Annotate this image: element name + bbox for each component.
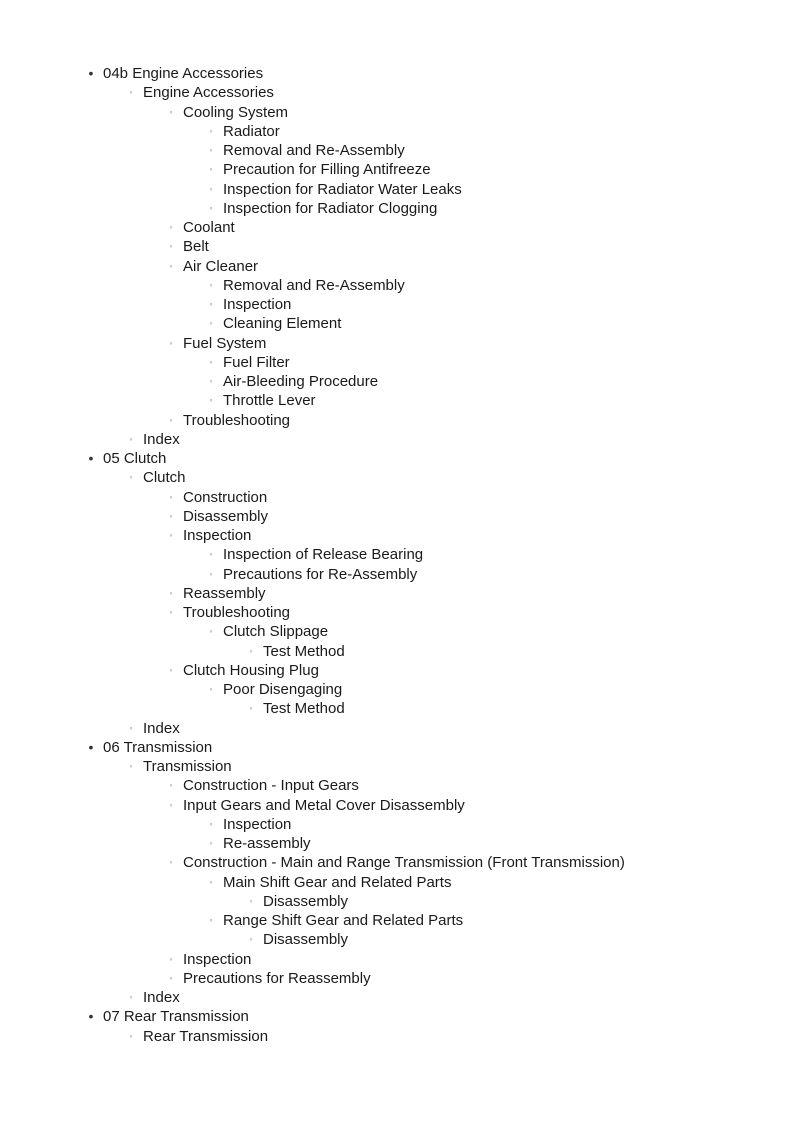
- toc-entry: [0, 276, 794, 295]
- bullet-circle-icon: ◦: [169, 857, 173, 868]
- toc-entry: [0, 661, 794, 680]
- toc-entry: [0, 565, 794, 584]
- toc-entry: [0, 603, 794, 622]
- toc-entry: [0, 372, 794, 391]
- toc-entry: [0, 757, 794, 776]
- bullet-circle-icon: ◦: [209, 318, 213, 329]
- toc-entry-link[interactable]: Belt: [183, 238, 209, 256]
- toc-entry: [0, 507, 794, 526]
- toc-entry: [0, 160, 794, 179]
- toc-entry: [0, 719, 794, 738]
- bullet-circle-icon: ◦: [209, 395, 213, 406]
- toc-chapter: [0, 1007, 794, 1026]
- bullet-circle-icon: ◦: [169, 607, 173, 617]
- toc-entry-link[interactable]: Cooling System: [183, 103, 289, 121]
- toc-entry-link[interactable]: Re-assembly: [223, 835, 311, 852]
- toc-entry: [0, 218, 794, 237]
- toc-entry: [0, 680, 794, 699]
- bullet-circle-icon: ◦: [249, 703, 253, 714]
- bullet-circle-icon: ◦: [209, 568, 213, 579]
- toc-entry: [0, 545, 794, 564]
- bullet-circle-icon: ◦: [169, 664, 173, 675]
- toc-entry-link[interactable]: Main Shift Gear and Related Parts: [223, 873, 452, 891]
- toc-entry-link[interactable]: Clutch: [143, 469, 186, 487]
- toc-entry-link[interactable]: Precautions for Re-Assembly: [223, 565, 418, 583]
- toc-entry: [0, 950, 794, 969]
- toc-entry: [0, 103, 794, 122]
- toc-entry: [0, 199, 794, 218]
- toc-entry-link[interactable]: Disassembly: [263, 931, 349, 949]
- toc-entry-link[interactable]: Inspection: [223, 296, 292, 313]
- bullet-circle-icon: ◦: [169, 241, 173, 252]
- toc-entry-link[interactable]: Rear Transmission: [143, 1027, 269, 1045]
- bullet-circle-icon: ◦: [129, 472, 133, 483]
- bullet-circle-icon: ◦: [169, 587, 173, 598]
- toc-entry: [0, 892, 794, 911]
- toc-entry: [0, 969, 794, 988]
- toc-entry-link[interactable]: 06 Transmission: [103, 738, 213, 756]
- bullet-circle-icon: ◦: [249, 934, 253, 945]
- toc-entry-link[interactable]: Radiator: [223, 122, 280, 140]
- bullet-circle-icon: ◦: [169, 414, 173, 425]
- bullet-circle-icon: ◦: [209, 818, 213, 829]
- toc-entry-link[interactable]: Fuel Filter: [223, 353, 290, 371]
- toc-entry-link[interactable]: Precaution for Filling Antifreeze: [223, 161, 431, 179]
- bullet-disc-icon: •: [88, 450, 94, 466]
- bullet-circle-icon: ◦: [209, 549, 213, 560]
- toc-entry-link[interactable]: Reassembly: [183, 584, 266, 602]
- toc-entry: [0, 526, 794, 545]
- toc-entry: [0, 353, 794, 372]
- toc-entry-link[interactable]: Test Method: [263, 642, 345, 660]
- bullet-circle-icon: ◦: [209, 626, 213, 637]
- toc-entry: [0, 1027, 794, 1046]
- toc-entry-link[interactable]: Construction - Main and Range Transmission (Front Transmission): [183, 854, 625, 872]
- toc-entry: [0, 141, 794, 160]
- toc-entry-link[interactable]: 04b Engine Accessories: [103, 65, 264, 82]
- toc-entry-link[interactable]: Index: [143, 430, 180, 448]
- toc-entry-link[interactable]: Inspection of Release Bearing: [223, 546, 424, 564]
- toc-entry-link[interactable]: Cleaning Element: [223, 315, 342, 333]
- bullet-circle-icon: ◦: [209, 299, 213, 309]
- toc-entry-link[interactable]: Air Cleaner: [183, 257, 259, 275]
- bullet-circle-icon: ◦: [129, 433, 133, 444]
- toc-entry-link[interactable]: Troubleshooting: [183, 604, 291, 621]
- bullet-circle-icon: ◦: [169, 222, 173, 232]
- bullet-circle-icon: ◦: [209, 164, 213, 175]
- toc-entry-link[interactable]: Throttle Lever: [223, 392, 316, 410]
- toc-entry: [0, 699, 794, 718]
- toc-entry: [0, 642, 794, 661]
- bullet-circle-icon: ◦: [169, 799, 173, 810]
- toc-entry-link[interactable]: Clutch Housing Plug: [183, 661, 319, 679]
- bullet-circle-icon: ◦: [169, 106, 173, 117]
- toc-entry: [0, 776, 794, 795]
- toc-entry: [0, 911, 794, 930]
- bullet-circle-icon: ◦: [209, 876, 213, 887]
- toc-entry: [0, 430, 794, 449]
- toc-entry-link[interactable]: 05 Clutch: [103, 450, 167, 467]
- bullet-circle-icon: ◦: [209, 838, 213, 848]
- toc-entry-link[interactable]: Removal and Re-Assembly: [223, 276, 405, 294]
- toc-entry-link[interactable]: Inspection for Radiator Water Leaks: [223, 180, 462, 198]
- bullet-circle-icon: ◦: [209, 356, 213, 367]
- toc-entry: [0, 815, 794, 834]
- bullet-circle-icon: ◦: [169, 530, 173, 540]
- bullet-circle-icon: ◦: [209, 376, 213, 386]
- bullet-circle-icon: ◦: [209, 125, 213, 136]
- toc-entry: [0, 237, 794, 256]
- toc-entry: [0, 411, 794, 430]
- bullet-circle-icon: ◦: [249, 895, 253, 906]
- bullet-circle-icon: ◦: [209, 145, 213, 155]
- bullet-circle-icon: ◦: [129, 87, 133, 98]
- bullet-circle-icon: ◦: [249, 645, 253, 656]
- toc-entry-link[interactable]: Fuel System: [183, 334, 267, 352]
- toc-entry-link[interactable]: Inspection: [183, 527, 252, 544]
- toc-entry-link[interactable]: Test Method: [263, 700, 345, 718]
- bullet-circle-icon: ◦: [129, 1030, 133, 1041]
- toc-entry-link[interactable]: Range Shift Gear and Related Parts: [223, 912, 464, 929]
- toc-entry: [0, 584, 794, 603]
- toc-entry: [0, 853, 794, 872]
- toc-entry-link[interactable]: Disassembly: [183, 507, 269, 525]
- toc-entry: [0, 622, 794, 641]
- bullet-circle-icon: ◦: [129, 722, 133, 733]
- toc-entry-link[interactable]: Inspection: [183, 950, 252, 968]
- toc-entry-link[interactable]: Index: [143, 719, 180, 737]
- bullet-circle-icon: ◦: [209, 202, 213, 213]
- bullet-disc-icon: •: [88, 65, 94, 81]
- bullet-circle-icon: ◦: [209, 915, 213, 925]
- bullet-circle-icon: ◦: [129, 761, 133, 771]
- toc-entry: [0, 834, 794, 853]
- toc-entry-link[interactable]: Clutch Slippage: [223, 623, 329, 641]
- bullet-circle-icon: ◦: [129, 992, 133, 1002]
- toc-entry-link[interactable]: Inspection for Radiator Clogging: [223, 199, 438, 217]
- bullet-circle-icon: ◦: [169, 260, 173, 271]
- bullet-disc-icon: •: [88, 1008, 94, 1025]
- toc-entry: [0, 83, 794, 102]
- toc-entry: [0, 122, 794, 141]
- bullet-circle-icon: ◦: [209, 279, 213, 290]
- toc-entry-link[interactable]: Index: [143, 989, 180, 1006]
- toc-entry-link[interactable]: Poor Disengaging: [223, 681, 343, 698]
- table-of-contents: [0, 64, 794, 1046]
- toc-entry-link[interactable]: Troubleshooting: [183, 411, 291, 429]
- toc-entry: [0, 180, 794, 199]
- toc-entry: [0, 295, 794, 314]
- toc-entry-link[interactable]: Input Gears and Metal Cover Disassembly: [183, 796, 465, 814]
- bullet-circle-icon: ◦: [169, 972, 173, 983]
- toc-entry-link[interactable]: Inspection: [223, 815, 292, 833]
- bullet-circle-icon: ◦: [169, 491, 173, 502]
- toc-entry: [0, 314, 794, 333]
- toc-entry: [0, 930, 794, 949]
- toc-entry-link[interactable]: Transmission: [143, 758, 232, 775]
- bullet-circle-icon: ◦: [169, 337, 173, 348]
- toc-entry-link[interactable]: Construction - Input Gears: [183, 777, 359, 795]
- toc-entry-link[interactable]: Coolant: [183, 219, 235, 236]
- bullet-circle-icon: ◦: [169, 510, 173, 521]
- toc-entry-link[interactable]: 07 Rear Transmission: [103, 1008, 249, 1026]
- toc-entry-link[interactable]: Removal and Re-Assembly: [223, 142, 405, 159]
- toc-chapter: [0, 449, 794, 468]
- toc-entry-link[interactable]: Construction: [183, 488, 268, 506]
- bullet-circle-icon: ◦: [169, 780, 173, 791]
- toc-chapter: [0, 738, 794, 757]
- toc-entry: [0, 391, 794, 410]
- toc-entry: [0, 873, 794, 892]
- toc-entry: [0, 488, 794, 507]
- toc-entry: [0, 334, 794, 353]
- toc-entry: [0, 468, 794, 487]
- bullet-circle-icon: ◦: [209, 183, 213, 194]
- toc-entry-link[interactable]: Precautions for Reassembly: [183, 969, 371, 987]
- toc-chapter: [0, 64, 794, 83]
- toc-entry: [0, 988, 794, 1007]
- bullet-circle-icon: ◦: [209, 684, 213, 694]
- toc-entry-link[interactable]: Engine Accessories: [143, 84, 274, 102]
- toc-entry: [0, 257, 794, 276]
- bullet-circle-icon: ◦: [169, 953, 173, 964]
- bullet-disc-icon: •: [88, 738, 94, 755]
- toc-entry-link[interactable]: Disassembly: [263, 892, 349, 910]
- toc-entry: [0, 796, 794, 815]
- toc-entry-link[interactable]: Air-Bleeding Procedure: [223, 373, 379, 390]
